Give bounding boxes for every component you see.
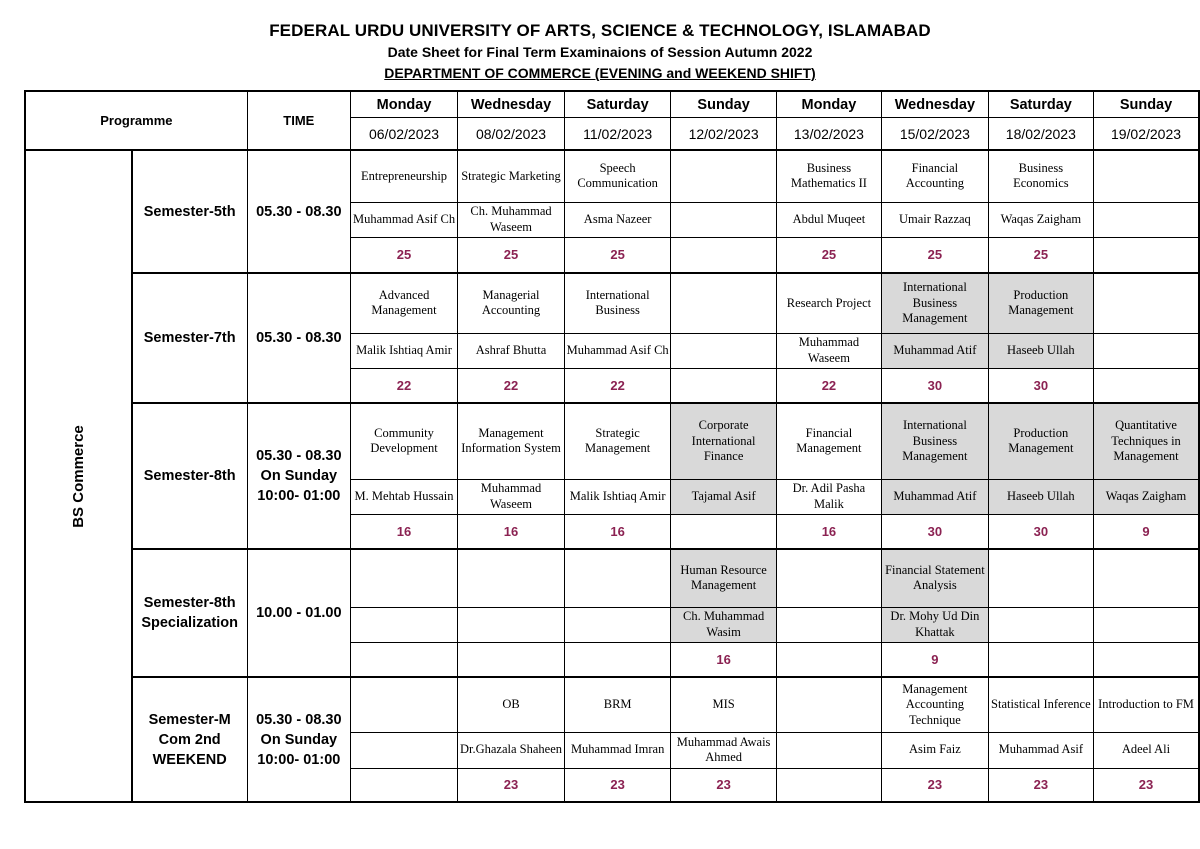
teacher-cell: Muhammad Atif [882, 479, 989, 514]
student-count-cell [564, 642, 671, 677]
time-line: 10:00- 01:00 [257, 488, 341, 504]
teacher-cell [776, 607, 881, 642]
student-count-cell: 25 [776, 237, 881, 273]
student-count-cell [671, 514, 776, 549]
teacher-cell [350, 732, 457, 768]
semester-cell [132, 549, 248, 677]
programme-header: Programme [25, 91, 247, 150]
subject-cell: OB [458, 677, 565, 732]
teacher-cell [671, 333, 776, 368]
subject-cell [1094, 549, 1200, 607]
teacher-cell [1094, 607, 1200, 642]
teacher-cell [1094, 202, 1200, 237]
teacher-cell: Muhammad Asif Ch [350, 202, 457, 237]
time-line: On Sunday [260, 468, 338, 484]
subject-cell: Human Resource Management [671, 549, 776, 607]
student-count-cell: 30 [882, 514, 989, 549]
teacher-cell: Muhammad Waseem [776, 333, 881, 368]
date-header: 15/02/2023 [882, 118, 989, 151]
student-count-cell: 23 [1094, 768, 1200, 802]
subject-cell: Entrepreneurship [350, 150, 457, 202]
student-count-cell: 25 [988, 237, 1093, 273]
semester-cell: Semester-5th [132, 150, 248, 273]
teacher-cell: Dr.Ghazala Shaheen [458, 732, 565, 768]
teacher-cell [988, 607, 1093, 642]
university-title: FEDERAL URDU UNIVERSITY OF ARTS, SCIENCE & TECHNOLOGY, ISLAMABAD [269, 21, 931, 40]
date-header: 19/02/2023 [1094, 118, 1200, 151]
subject-cell [1094, 273, 1200, 333]
student-count-cell: 16 [776, 514, 881, 549]
subject-cell [671, 150, 776, 202]
student-count-cell [1094, 237, 1200, 273]
teacher-cell [776, 732, 881, 768]
programme-name: BS Commerce [69, 424, 87, 528]
time-line: 10:00- 01:00 [257, 751, 341, 768]
department-title [0, 65, 1200, 81]
subject-cell [776, 677, 881, 732]
subject-cell [671, 273, 776, 333]
teacher-cell: Muhammad Atif [882, 333, 989, 368]
date-header: 13/02/2023 [776, 118, 881, 151]
student-count-cell: 22 [564, 368, 671, 403]
student-count-cell: 23 [988, 768, 1093, 802]
student-count-cell: 22 [776, 368, 881, 403]
semester-line: WEEKEND [152, 751, 227, 768]
student-count-cell [350, 642, 457, 677]
student-count-cell [988, 642, 1093, 677]
time-cell: 05.30 - 08.30 [247, 150, 350, 273]
date-sheet-table [24, 90, 1200, 803]
teacher-cell: Ashraf Bhutta [458, 333, 565, 368]
student-count-cell [458, 642, 565, 677]
student-count-cell: 16 [671, 642, 776, 677]
student-count-cell: 22 [458, 368, 565, 403]
time-line: On Sunday [260, 731, 338, 748]
semester-line: Semester-M [148, 711, 231, 728]
subject-cell: Financial Accounting [882, 150, 989, 202]
subject-cell: Business Economics [988, 150, 1093, 202]
teacher-cell: Adeel Ali [1094, 732, 1200, 768]
teacher-cell: Waqas Zaigham [1094, 479, 1200, 514]
day-header: Monday [350, 91, 457, 118]
teacher-cell [350, 607, 457, 642]
day-header: Wednesday [458, 91, 565, 118]
teacher-cell [458, 607, 565, 642]
subject-cell: International Business Management [882, 273, 989, 333]
student-count-cell [671, 237, 776, 273]
subject-cell: Business Mathematics II [776, 150, 881, 202]
semester-cell: Semester-8th [132, 403, 248, 549]
time-cell [247, 403, 350, 549]
teacher-cell: Malik Ishtiaq Amir [350, 333, 457, 368]
teacher-cell: Malik Ishtiaq Amir [564, 479, 671, 514]
day-header: Wednesday [882, 91, 989, 118]
programme-name-cell [25, 150, 132, 802]
teacher-cell: Muhammad Asif [988, 732, 1093, 768]
teacher-cell: Waqas Zaigham [988, 202, 1093, 237]
time-cell: 10.00 - 01.00 [247, 549, 350, 677]
day-header: Sunday [671, 91, 776, 118]
semester-line: Specialization [141, 615, 239, 631]
subject-cell: Strategic Marketing [458, 150, 565, 202]
student-count-cell: 22 [350, 368, 457, 403]
teacher-cell: Muhammad Imran [564, 732, 671, 768]
student-count-cell: 23 [458, 768, 565, 802]
student-count-cell: 9 [1094, 514, 1200, 549]
teacher-cell: Muhammad Waseem [458, 479, 565, 514]
teacher-cell: Haseeb Ullah [988, 479, 1093, 514]
subject-cell: Financial Management [776, 403, 881, 479]
time-cell: 05.30 - 08.30 [247, 273, 350, 403]
subject-cell [564, 549, 671, 607]
student-count-cell: 9 [882, 642, 989, 677]
teacher-cell: Ch. Muhammad Waseem [458, 202, 565, 237]
student-count-cell [776, 642, 881, 677]
subject-cell [458, 549, 565, 607]
subject-cell: Introduction to FM [1094, 677, 1200, 732]
time-line: 05.30 - 08.30 [256, 711, 342, 728]
teacher-cell: Muhammad Asif Ch [564, 333, 671, 368]
teacher-cell [671, 202, 776, 237]
subject-cell: MIS [671, 677, 776, 732]
student-count-cell: 25 [350, 237, 457, 273]
subject-cell [350, 549, 457, 607]
student-count-cell [1094, 642, 1200, 677]
student-count-cell: 30 [988, 514, 1093, 549]
department-title-text: DEPARTMENT OF COMMERCE (EVENING and WEEKEND SHIFT) [384, 65, 816, 81]
student-count-cell: 16 [350, 514, 457, 549]
subject-cell: Corporate International Finance [671, 403, 776, 479]
student-count-cell [350, 768, 457, 802]
subject-cell: Quantitative Techniques in Management [1094, 403, 1200, 479]
teacher-cell: Abdul Muqeet [776, 202, 881, 237]
day-header: Monday [776, 91, 881, 118]
subject-cell: BRM [564, 677, 671, 732]
student-count-cell: 30 [882, 368, 989, 403]
teacher-cell [1094, 333, 1200, 368]
student-count-cell [1094, 368, 1200, 403]
student-count-cell: 23 [564, 768, 671, 802]
subject-cell: International Business Management [882, 403, 989, 479]
date-header: 08/02/2023 [458, 118, 565, 151]
subject-cell: Strategic Management [564, 403, 671, 479]
date-header: 18/02/2023 [988, 118, 1093, 151]
date-header: 11/02/2023 [564, 118, 671, 151]
subject-cell: Production Management [988, 403, 1093, 479]
date-header: 12/02/2023 [671, 118, 776, 151]
teacher-cell: Haseeb Ullah [988, 333, 1093, 368]
time-line: 05.30 - 08.30 [256, 448, 342, 464]
semester-cell: Semester-7th [132, 273, 248, 403]
subject-cell: Research Project [776, 273, 881, 333]
teacher-cell: Asma Nazeer [564, 202, 671, 237]
day-header: Saturday [988, 91, 1093, 118]
day-header: Saturday [564, 91, 671, 118]
subject-cell [988, 549, 1093, 607]
subject-cell: Managerial Accounting [458, 273, 565, 333]
student-count-cell: 16 [458, 514, 565, 549]
teacher-cell: Tajamal Asif [671, 479, 776, 514]
subject-cell: Advanced Management [350, 273, 457, 333]
student-count-cell: 16 [564, 514, 671, 549]
subject-cell: Management Information System [458, 403, 565, 479]
subject-cell [1094, 150, 1200, 202]
student-count-cell: 25 [564, 237, 671, 273]
time-header: TIME [247, 91, 350, 150]
subject-cell: Speech Communication [564, 150, 671, 202]
student-count-cell [671, 368, 776, 403]
semester-line: Com 2nd [158, 731, 221, 748]
subject-cell: Management Accounting Technique [882, 677, 989, 732]
teacher-cell: Umair Razzaq [882, 202, 989, 237]
subject-cell [776, 549, 881, 607]
semester-cell [132, 677, 248, 802]
subject-cell: Community Development [350, 403, 457, 479]
semester-line: Semester-8th [143, 595, 236, 611]
subject-cell: Statistical Inference [988, 677, 1093, 732]
student-count-cell: 23 [882, 768, 989, 802]
teacher-cell: Dr. Adil Pasha Malik [776, 479, 881, 514]
date-header: 06/02/2023 [350, 118, 457, 151]
teacher-cell: Muhammad Awais Ahmed [671, 732, 776, 768]
subject-cell: Financial Statement Analysis [882, 549, 989, 607]
day-header: Sunday [1094, 91, 1200, 118]
student-count-cell: 25 [882, 237, 989, 273]
teacher-cell: M. Mehtab Hussain [350, 479, 457, 514]
subject-cell: Production Management [988, 273, 1093, 333]
teacher-cell: Asim Faiz [882, 732, 989, 768]
date-sheet-subtitle: Date Sheet for Final Term Examinaions of Session Autumn 2022 [387, 44, 813, 60]
subject-cell: International Business [564, 273, 671, 333]
student-count-cell [776, 768, 881, 802]
student-count-cell: 25 [458, 237, 565, 273]
teacher-cell [564, 607, 671, 642]
teacher-cell: Dr. Mohy Ud Din Khattak [882, 607, 989, 642]
teacher-cell: Ch. Muhammad Wasim [671, 607, 776, 642]
student-count-cell: 30 [988, 368, 1093, 403]
subject-cell [350, 677, 457, 732]
student-count-cell: 23 [671, 768, 776, 802]
time-cell [247, 677, 350, 802]
